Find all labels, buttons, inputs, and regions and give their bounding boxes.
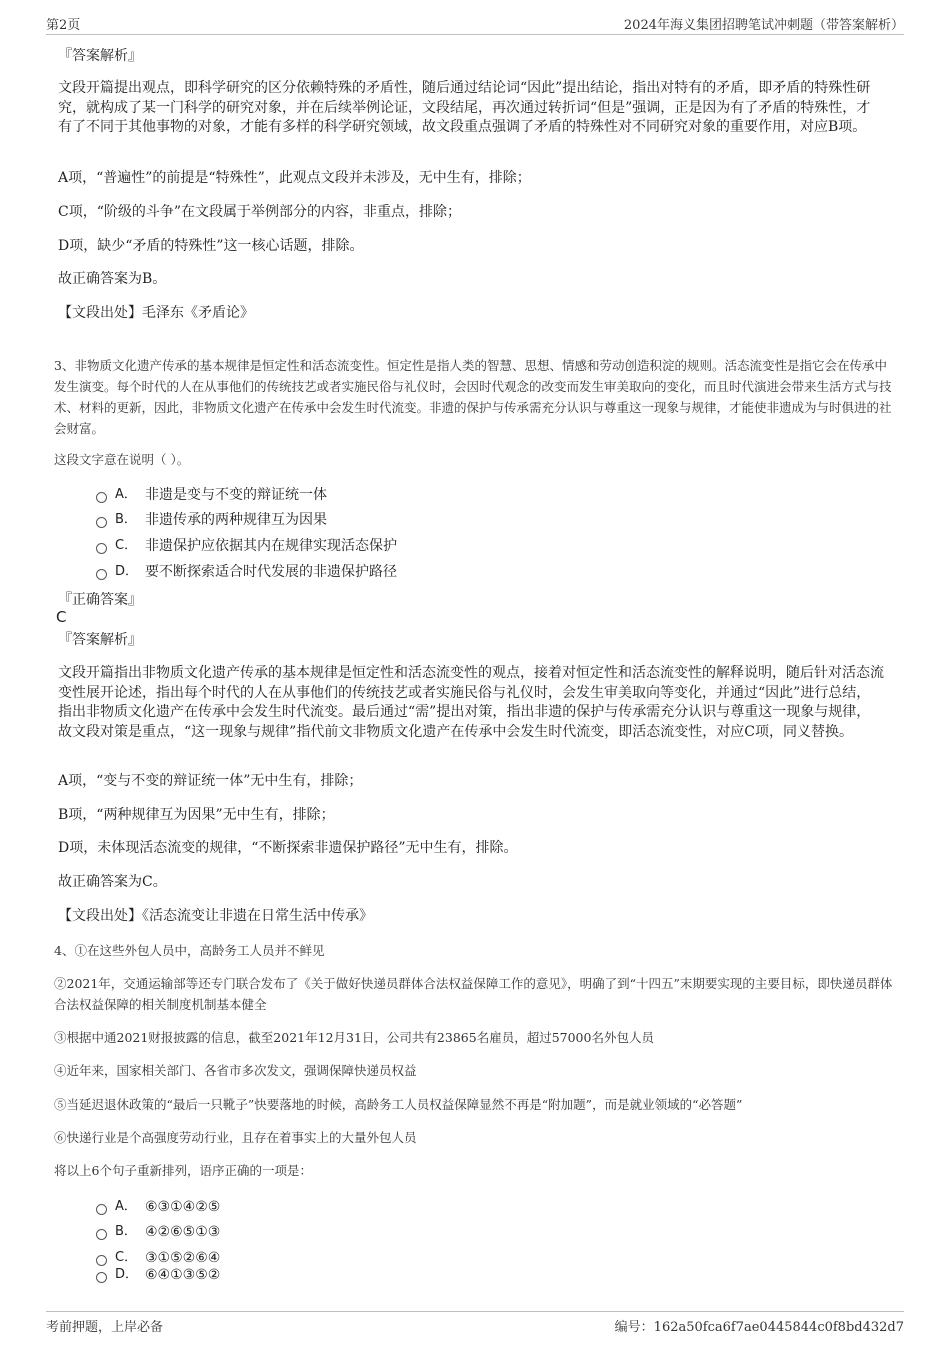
q3-option-b[interactable]: B． 非遗传承的两种规律互为因果 — [96, 510, 327, 530]
footer-slogan: 考前押题，上岸必备 — [46, 1320, 164, 1335]
radio-icon[interactable] — [96, 569, 107, 580]
q4-option-a[interactable]: A． ⑥③①④②⑤ — [96, 1197, 220, 1217]
question-4-sentence-1: 4、①在这些外包人员中，高龄务工人员并不鲜见 — [54, 943, 325, 958]
answer-conclusion: 故正确答案为B。 — [58, 271, 167, 287]
option-c-analysis: C项，“阶级的斗争”在文段属于举例部分的内容，非重点，排除； — [58, 204, 462, 220]
passage-source: 【文段出处】《活态流变让非遗在日常生活中传承》 — [58, 908, 373, 924]
question-3-text: 3、非物质文化遗产传承的基本规律是恒定性和活态流变性。恒定性是指人类的智慧、思想、情感和劳动创造积淀的规则。活态流变性是指它会在传承中发生演变。每个时代的人在从事他们的传统技艺或者实施民俗与礼仪时，会因时代观念的改变而发生审美取向的变化，而且时代演进会带来生活方式与技术、材料的更新，因此，非物质文化遗产在传承中会发生时代流变。非遗的保护与传承需充分认识与尊重这一现象与规律，才能使非遗成为与时俱进的社会财富。 — [54, 358, 892, 436]
radio-icon[interactable] — [96, 543, 107, 554]
radio-icon[interactable] — [96, 1272, 107, 1283]
q4-option-b[interactable]: B． ④②⑥⑤①③ — [96, 1222, 220, 1242]
answer-conclusion: 故正确答案为C。 — [58, 874, 167, 890]
radio-icon[interactable] — [96, 1255, 107, 1266]
question-4-sentence-3: ③根据中通2021财报披露的信息，截至2021年12月31日，公司共有23865名雇员，超过57000名外包人员 — [54, 1030, 654, 1045]
question-4-sentence-4: ④近年来，国家相关部门、各省市多次发文，强调保障快递员权益 — [54, 1063, 417, 1078]
option-d-analysis: D项，未体现活态流变的规律，“不断探索非遗保护路径”无中生有，排除。 — [58, 840, 518, 856]
radio-icon[interactable] — [96, 492, 107, 503]
analysis-label: 『答案解析』 — [58, 48, 142, 64]
radio-icon[interactable] — [96, 1229, 107, 1240]
question-4-sentence-5: ⑤当延迟退休政策的“最后一只靴子”快要落地的时候，高龄务工人员权益保障显然不再是“附加题”，而是就业领域的“必答题” — [54, 1097, 743, 1112]
analysis-label: 『答案解析』 — [58, 632, 142, 648]
radio-icon[interactable] — [96, 1204, 107, 1215]
passage-source: 【文段出处】毛泽东《矛盾论》 — [58, 305, 254, 321]
option-a-analysis: A项，“普遍性”的前提是“特殊性”，此观点文段并未涉及，无中生有，排除； — [58, 170, 531, 186]
analysis-paragraph: 文段开篇提出观点，即科学研究的区分依赖特殊的矛盾性，随后通过结论词“因此”提出结论，指出对特有的矛盾，即矛盾的特殊性研究，就构成了某一门科学的研究对象，并在后续举例论证，文段结尾，再次通过转折词“但是”强调，正是因为有了矛盾的特殊性，才有了不同于其他事物的对象，才能有多样的科学研究领域，故文段重点强调了矛盾的特殊性对不同研究对象的重要作用，对应B项。 — [58, 80, 871, 135]
q3-option-c[interactable]: C． 非遗保护应依据其内在规律实现活态保护 — [96, 536, 397, 556]
option-a-analysis: A项，“变与不变的辩证统一体”无中生有，排除； — [58, 773, 363, 789]
page-number: 第2页 — [46, 18, 81, 33]
option-b-analysis: B项，“两种规律互为因果”无中生有，排除； — [58, 807, 335, 823]
q3-option-d[interactable]: D． 要不断探索适合时代发展的非遗保护路径 — [96, 562, 397, 582]
page-header — [46, 14, 904, 35]
q3-option-a[interactable]: A． 非遗是变与不变的辩证统一体 — [96, 485, 327, 505]
radio-icon[interactable] — [96, 517, 107, 528]
question-3-prompt: 这段文字意在说明（ ）。 — [54, 452, 190, 467]
document-code: 编号：162a50fca6f7ae0445844c0f8bd432d7 — [614, 1320, 904, 1335]
document-title: 2024年海义集团招聘笔试冲刺题（带答案解析） — [623, 18, 904, 33]
option-d-analysis: D项，缺少“矛盾的特殊性”这一核心话题，排除。 — [58, 238, 364, 254]
correct-answer-label: 『正确答案』 — [58, 592, 142, 608]
correct-answer: C — [56, 608, 67, 626]
page-footer — [46, 1311, 904, 1334]
q4-option-c[interactable]: C． ③①⑤②⑥④ — [96, 1248, 220, 1268]
q4-option-d[interactable]: D． ⑥④①③⑤② — [96, 1265, 220, 1285]
question-4-sentence-2: ②2021年，交通运输部等还专门联合发布了《关于做好快递员群体合法权益保障工作的意见》，明确了到“十四五”末期要实现的主要目标，即快递员群体合法权益保障的相关制度机制基本健全 — [54, 976, 893, 1012]
question-4-sentence-6: ⑥快递行业是个高强度劳动行业，且存在着事实上的大量外包人员 — [54, 1130, 417, 1145]
question-4-prompt: 将以上6个句子重新排列，语序正确的一项是： — [54, 1163, 312, 1178]
analysis-paragraph: 文段开篇指出非物质文化遗产传承的基本规律是恒定性和活态流变性的观点，接着对恒定性和活态流变性的解释说明，随后针对活态流变性展开论述，指出每个时代的人在从事他们的传统技艺或者实施民俗与礼仪时，会发生审美取向等变化，并通过“因此”进行总结，指出非物质文化遗产在传承中会发生时代流变。最后通过“需”提出对策，指出非遗的保护与传承需充分认识与尊重这一现象与规律，故文段对策是重点，“这一现象与规律”指代前文非物质文化遗产在传承中会发生时代流变，即活态流变性，对应C项，同义替换。 — [58, 665, 884, 740]
